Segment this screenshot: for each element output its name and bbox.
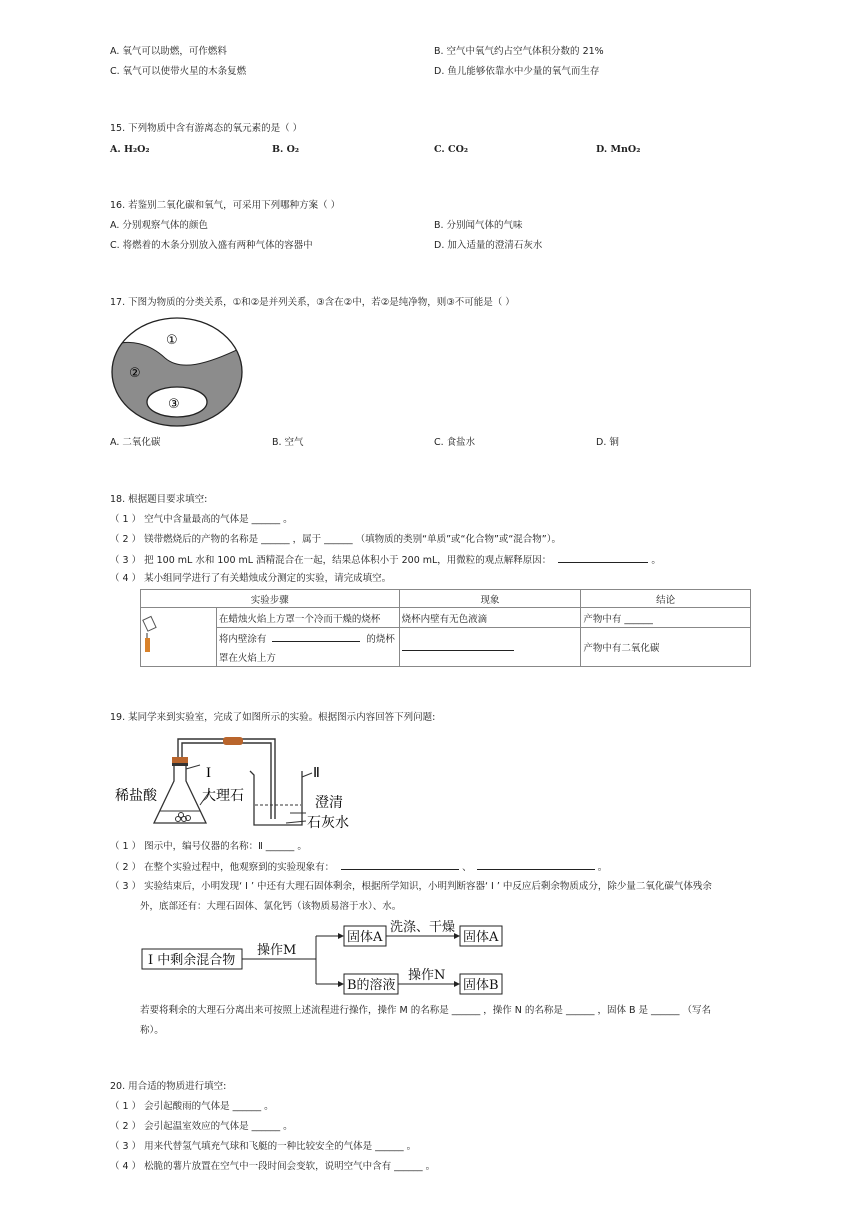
row1-conclusion: 产物中有 ______ <box>581 608 751 628</box>
q19-sub1: （ 1 ） 图示中，编号仪器的名称：Ⅱ ______ 。 <box>110 841 307 852</box>
q17-option-a: A. 二氧化碳 <box>110 437 161 448</box>
label-marble: 大理石 <box>202 788 244 804</box>
q16-stem: 16. 若鉴别二氧化碳和氧气，可采用下列哪种方案（ ） <box>110 200 341 211</box>
label-beaker: Ⅱ <box>313 766 320 781</box>
q18-sub3 <box>110 553 661 567</box>
q15-option-a: A. H₂O₂ <box>110 144 150 155</box>
candle-beaker-icon <box>141 616 161 656</box>
q14-option-a: A. 氧气可以助燃，可作燃料 <box>110 46 227 57</box>
q16-option-b: B. 分别闻气体的气味 <box>434 220 523 231</box>
q16-option-d: D. 加入适量的澄清石灰水 <box>434 240 543 251</box>
row1-phenomenon: 烧杯内壁有无色液滴 <box>399 608 581 628</box>
answer-blank <box>272 632 360 642</box>
label-limewater-1: 澄清 <box>315 795 343 811</box>
label-3: ③ <box>168 397 180 412</box>
q19-stem: 19. 某同学来到实验室，完成了如图所示的实验。根据图示内容回答下列问题: <box>110 712 436 723</box>
apparatus-diagram <box>110 733 360 833</box>
q20-stem: 20. 用合适的物质进行填空: <box>110 1081 227 1092</box>
q20-sub2: （ 2 ） 会引起温室效应的气体是 ______ 。 <box>110 1121 293 1132</box>
q18-sub4: （ 4 ） 某小组同学进行了有关蜡烛成分测定的实验，请完成填空。 <box>110 573 392 584</box>
q18-stem: 18. 根据题目要求填空: <box>110 494 208 505</box>
q19-sub3-line1: （ 3 ） 实验结束后，小明发现‘ I ’ 中还有大理石固体剩余，根据所学知识，小明判断容器‘ I ’ 中反应后剩余物质成分，除少量二氧化碳气体残余 <box>110 881 712 892</box>
q16-option-a: A. 分别观察气体的颜色 <box>110 220 208 231</box>
flow-solid-b: 固体B <box>463 978 499 993</box>
classification-diagram <box>110 316 244 428</box>
row1-step: 在蜡烛火焰上方罩一个冷而干燥的烧杯 <box>216 608 399 628</box>
flow-start: I 中剩余混合物 <box>148 953 236 968</box>
answer-blank <box>477 860 595 870</box>
q16-option-c: C. 将燃着的木条分别放入盛有两种气体的容器中 <box>110 240 313 251</box>
q18-sub2: （ 2 ） 镁带燃烧后的产物的名称是 ______ ，属于 ______ （填物质的类别“单质”或“化合物”或“混合物”）。 <box>110 534 561 545</box>
label-acid: 稀盐酸 <box>115 788 157 804</box>
q15-stem: 15. 下列物质中含有游离态的氧元素的是（ ） <box>110 123 303 134</box>
q19-sub3-line3: 若要将剩余的大理石分离出来可按照上述流程进行操作，操作 M 的名称是 ______ ，操作 N 的名称是 ______ ，固体 B 是 ______ （写名 <box>140 1005 712 1016</box>
q19-sub2-sep: 、 <box>462 862 472 873</box>
experiment-table <box>140 589 751 667</box>
header-steps: 实验步骤 <box>141 590 400 608</box>
row2-step-text-b: 的烧杯 <box>366 633 395 645</box>
answer-blank <box>341 860 459 870</box>
q14-option-b: B. 空气中氧气约占空气体积分数的 21% <box>434 46 604 57</box>
q14-option-d: D. 鱼儿能够依靠水中少量的氧气而生存 <box>434 66 600 77</box>
label-1: ① <box>166 333 178 348</box>
label-limewater-2: 石灰水 <box>307 815 349 831</box>
row2-conclusion: 产物中有二氧化碳 <box>581 628 751 667</box>
candle-figure-cell <box>141 608 217 667</box>
q20-sub3: （ 3 ） 用来代替氢气填充气球和飞艇的一种比较安全的气体是 ______ 。 <box>110 1141 417 1152</box>
row2-phenomenon <box>399 628 581 667</box>
q19-sub3-line4: 称）。 <box>140 1025 164 1036</box>
flow-solution-b: B的溶液 <box>347 978 396 993</box>
row2-step-text-a: 将内壁涂有 <box>218 633 267 645</box>
q15-option-c: C. CO₂ <box>434 144 469 155</box>
q17-option-c: C. 食盐水 <box>434 437 476 448</box>
flow-op-n: 操作N <box>408 968 446 983</box>
row2-step <box>216 628 399 648</box>
header-conclusion: 结论 <box>581 590 751 608</box>
q19-sub2-end: 。 <box>597 862 608 873</box>
q18-sub1: （ 1 ） 空气中含量最高的气体是 ______ 。 <box>110 514 293 525</box>
q14-option-c: C. 氧气可以使带火星的木条复燃 <box>110 66 247 77</box>
q19-sub2-text: （ 2 ） 在整个实验过程中，他观察到的实验现象有： <box>110 862 335 873</box>
label-2: ② <box>129 366 141 381</box>
q17-option-d: D. 铜 <box>596 437 619 448</box>
q18-sub3-text: （ 3 ） 把 100 mL 水和 100 mL 酒精混合在一起，结果总体积小于 200 mL，用微粒的观点解释原因： <box>110 555 552 566</box>
q19-sub2 <box>110 860 607 874</box>
answer-blank <box>558 553 648 563</box>
table-header-row <box>141 590 751 608</box>
label-flask: I <box>206 765 211 781</box>
q20-sub4: （ 4 ） 松脆的薯片放置在空气中一段时间会变软，说明空气中含有 ______ 。 <box>110 1161 436 1172</box>
q17-option-b: B. 空气 <box>272 437 304 448</box>
q19-sub3-line2: 外，底部还有：大理石固体、氯化钙（该物质易溶于水）、水。 <box>140 901 402 912</box>
q17-stem: 17. 下图为物质的分类关系，①和②是并列关系，③含在②中，若②是纯净物，则③不可能是（ ） <box>110 297 515 308</box>
header-phenomenon: 现象 <box>399 590 581 608</box>
q20-sub1: （ 1 ） 会引起酸雨的气体是 ______ 。 <box>110 1101 274 1112</box>
q15-option-b: B. O₂ <box>272 144 300 155</box>
flow-op-m: 操作M <box>257 943 297 958</box>
q15-option-d: D. MnO₂ <box>596 144 641 155</box>
answer-blank <box>402 641 514 651</box>
table-row <box>141 628 751 648</box>
flow-solid-a2: 固体A <box>463 930 499 945</box>
row2-step-cont: 罩在火焰上方 <box>216 647 399 667</box>
flow-solid-a1: 固体A <box>347 930 383 945</box>
q18-sub3-end: 。 <box>651 555 661 566</box>
separation-flowchart <box>140 918 510 1000</box>
table-row <box>141 608 751 628</box>
flow-wash: 洗涤、干燥 <box>390 920 456 935</box>
